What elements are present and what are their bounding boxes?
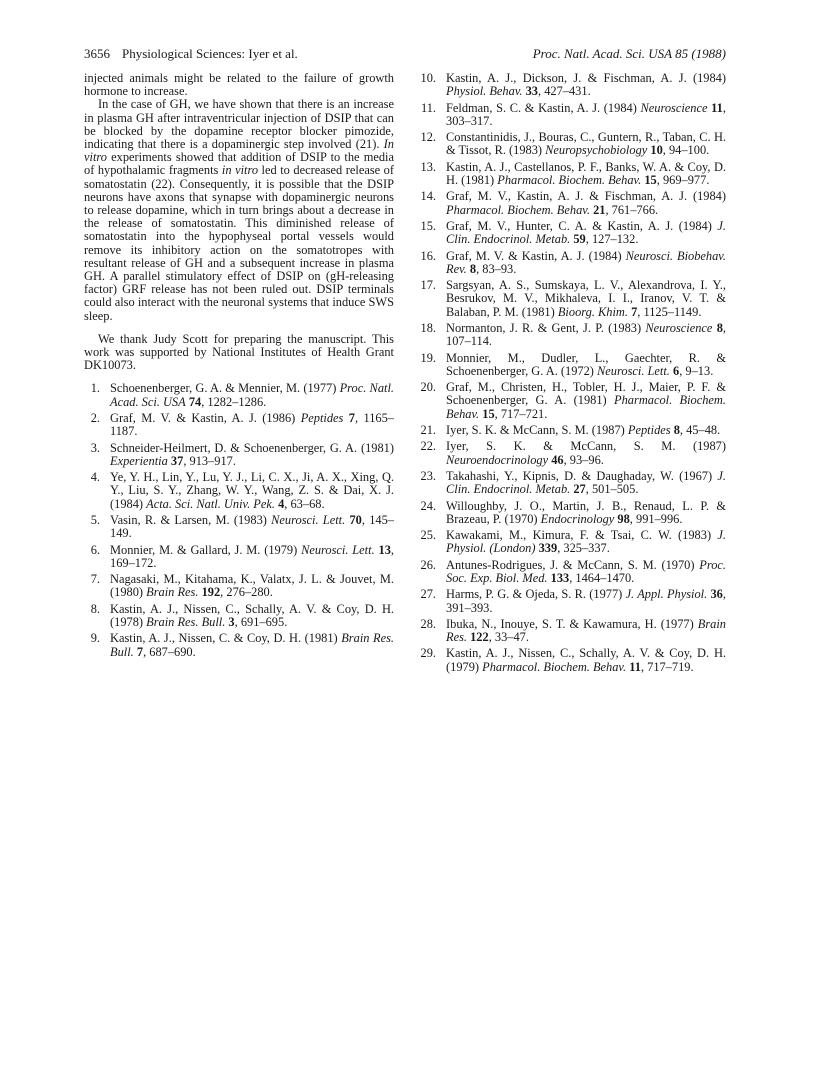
reference-pages: , 145–149. xyxy=(110,513,394,541)
reference-volume: 15 xyxy=(482,406,495,421)
reference-journal: Pharmacol. Biochem. Behav. xyxy=(482,659,627,674)
reference-journal: J. Clin. Endocrinol. Metab. xyxy=(446,218,726,247)
reference-item xyxy=(84,471,394,511)
reference-authors: Kastin, A. J., Dickson, J. & Fischman, A. J. (1984) xyxy=(446,71,726,85)
reference-authors: Kastin, A. J., Nissen, C., Schally, A. V. & Coy, D. H. (1979) xyxy=(446,646,726,674)
reference-pages: , 913–917. xyxy=(183,453,236,468)
reference-number: 24. xyxy=(420,498,436,513)
reference-number: 1. xyxy=(90,381,100,396)
reference-pages: , 717–721. xyxy=(494,406,548,421)
reference-volume: 33 xyxy=(525,84,538,99)
reference-journal: Acta. Sci. Natl. Univ. Pek. xyxy=(146,496,275,511)
reference-journal: Proc. Natl. Acad. Sci. USA xyxy=(110,381,394,409)
reference-authors: Graf, M. V. & Kastin, A. J. (1984) xyxy=(446,248,622,263)
reference-volume: 339 xyxy=(538,541,558,556)
reference-item xyxy=(420,220,726,246)
acknowledgment: We thank Judy Scott for preparing the manuscript. This work was supported by National Institutes of Health Grant DK10073. xyxy=(84,331,394,373)
reference-number: 20. xyxy=(420,380,436,395)
reference-journal: Pharmacol. Biochem. Behav. xyxy=(446,393,726,421)
reference-journal: Brain Res. Bull. xyxy=(146,615,226,630)
reference-authors: Kastin, A. J., Nissen, C. & Coy, D. H. (1981) xyxy=(110,631,338,646)
reference-authors: Monnier, M. & Gallard, J. M. (1979) xyxy=(110,542,298,557)
reference-authors: Harms, P. G. & Ojeda, S. R. (1977) xyxy=(446,587,623,602)
reference-number: 26. xyxy=(420,557,436,572)
reference-pages: , 1464–1470. xyxy=(569,570,635,585)
reference-pages: , 969–977. xyxy=(656,172,710,187)
reference-number: 8. xyxy=(90,601,100,616)
reference-number: 3. xyxy=(90,440,100,455)
reference-authors: Vasin, R. & Larsen, M. (1983) xyxy=(110,513,267,528)
reference-item xyxy=(84,382,394,408)
paragraph-text: experiments showed that addition of DSIP to the media of hypothalamic fragments xyxy=(84,150,394,178)
reference-volume: 8 xyxy=(673,422,680,437)
reference-number: 22. xyxy=(420,439,436,454)
reference-authors: Schoenenberger, G. A. & Mennier, M. (1977) xyxy=(110,381,337,396)
reference-journal: J. Physiol. (London) xyxy=(446,528,726,556)
reference-pages: , 83–93. xyxy=(476,261,517,276)
reference-number: 17. xyxy=(420,278,436,293)
reference-item xyxy=(420,588,726,614)
reference-pages: , 691–695. xyxy=(234,615,288,630)
reference-volume: 192 xyxy=(201,585,221,600)
page-number: 3656 xyxy=(84,46,110,61)
reference-volume: 7 xyxy=(136,644,144,659)
reference-authors: Monnier, M., Dudler, L., Gaechter, R. & Schoenenberger, G. A. (1972) xyxy=(446,350,726,378)
reference-pages: , 169–172. xyxy=(110,542,394,570)
reference-item xyxy=(420,424,726,437)
reference-item xyxy=(84,573,394,599)
reference-journal: Neuropsychobiology xyxy=(545,143,648,158)
reference-journal: Bioorg. Khim. xyxy=(557,304,628,319)
reference-pages: , 1282–1286. xyxy=(201,394,267,409)
reference-authors: Graf, M. V. & Kastin, A. J. (1986) xyxy=(110,411,296,426)
reference-number: 14. xyxy=(420,189,436,204)
paragraph-text: In the case of GH, we have shown that there is an increase in plasma GH after intraventricular injection of DSIP that can be blocked by the dopamine receptor blocker pimozide, indicating that there is a dopaminergic step involved (21). xyxy=(84,97,394,152)
reference-pages: , 63–68. xyxy=(284,496,325,511)
reference-authors: Normanton, J. R. & Gent, J. P. (1983) xyxy=(446,320,642,335)
reference-journal: Endocrinology xyxy=(540,511,615,526)
reference-number: 9. xyxy=(90,631,100,646)
reference-volume: 133 xyxy=(550,570,570,585)
reference-journal: Proc. Soc. Exp. Biol. Med. xyxy=(446,557,726,585)
reference-authors: Graf, M., Christen, H., Tobler, H. J., Maier, P. F. & Schoenenberger, G. A. (1981) xyxy=(446,380,726,408)
reference-journal: Peptides xyxy=(627,422,671,437)
reference-authors: Nagasaki, M., Kitahama, K., Valatx, J. L. & Jouvet, M. (1980) xyxy=(110,572,394,600)
reference-volume: 15 xyxy=(644,172,657,187)
reference-journal: Neuroscience xyxy=(645,320,713,335)
paragraph-text: led to decreased release of somatostatin (22). Consequently, it is possible that the DSIP neurons have axons that synapse with dopaminergic neurons to release dopamine, which in turn brings about a decrease in the release of somatostatin. This diminished release of somatostatin into the hypophyseal portal vessels would remove its inhibitory action on the somatotropes with resultant release of GH and a subsequent increase in plasma GH. A parallel stimulatory effect of DSIP on (gH-releasing factor) GRF release has not been ruled out. DSIP terminals could also interact with the neuronal systems that induce SWS sleep. xyxy=(84,163,395,323)
reference-authors: Ye, Y. H., Lin, Y., Lu, Y. J., Li, C. X., Ji, A. X., Xing, Q. Y., Liu, S. Y., Zhang, W. Y., Wang, Z. S. & Dai, X. J. (1984) xyxy=(110,470,394,511)
reference-number: 2. xyxy=(90,411,100,426)
reference-pages: , 45–48. xyxy=(679,422,721,437)
right-column xyxy=(420,72,726,677)
reference-pages: , 33–47. xyxy=(488,630,529,645)
reference-journal: Neuroscience xyxy=(640,100,708,115)
reference-pages: , 9–13. xyxy=(679,363,714,378)
reference-item xyxy=(420,470,726,496)
reference-authors: Willoughby, J. O., Martin, J. B., Renaud, L. P. & Brazeau, P. (1970) xyxy=(446,498,726,526)
reference-number: 4. xyxy=(90,470,100,485)
reference-volume: 11 xyxy=(711,100,723,115)
reference-item xyxy=(84,442,394,468)
reference-pages: , 717–719. xyxy=(640,659,694,674)
reference-volume: 3 xyxy=(228,615,235,630)
reference-pages: , 303–317. xyxy=(446,100,726,128)
left-column xyxy=(84,72,394,662)
reference-item xyxy=(420,322,726,348)
reference-item xyxy=(420,618,726,644)
reference-authors: Iyer, S. K. & McCann, S. M. (1987) xyxy=(446,422,625,437)
running-header xyxy=(84,46,726,62)
reference-journal: Brain Res. Bull. xyxy=(110,631,394,659)
reference-pages: , 1165–1187. xyxy=(110,411,394,439)
reference-number: 21. xyxy=(420,422,436,437)
reference-authors: Feldman, S. C. & Kastin, A. J. (1984) xyxy=(446,100,637,115)
body-paragraph-continued: injected animals might be related to the failure of growth hormone to increase. xyxy=(84,71,394,99)
reference-pages: , 1125–1149. xyxy=(637,304,702,319)
reference-item xyxy=(84,544,394,570)
reference-number: 13. xyxy=(420,159,436,174)
body-paragraph-gh xyxy=(84,98,394,322)
reference-item xyxy=(420,381,726,421)
reference-pages: , 501–505. xyxy=(585,482,639,497)
reference-number: 16. xyxy=(420,248,436,263)
in-vitro-term: In vitro xyxy=(84,137,394,165)
reference-pages: , 94–100. xyxy=(662,143,710,158)
reference-journal: Neuroendocrinology xyxy=(446,452,549,467)
section-authors: Physiological Sciences: Iyer et al. xyxy=(122,46,298,61)
reference-authors: Graf, M. V., Kastin, A. J. & Fischman, A. J. (1984) xyxy=(446,189,726,204)
reference-number: 18. xyxy=(420,320,436,335)
reference-item xyxy=(84,603,394,629)
reference-volume: 70 xyxy=(349,513,362,528)
reference-pages: , 107–114. xyxy=(446,320,726,349)
reference-volume: 46 xyxy=(551,452,564,467)
reference-number: 15. xyxy=(420,218,436,233)
reference-authors: Constantinidis, J., Bouras, C., Guntern, R., Taban, C. H. & Tissot, R. (1983) xyxy=(446,130,726,158)
reference-item xyxy=(420,529,726,555)
reference-volume: 11 xyxy=(629,659,641,674)
reference-volume: 122 xyxy=(470,630,489,645)
reference-item xyxy=(420,559,726,585)
reference-volume: 4 xyxy=(278,496,285,511)
reference-number: 23. xyxy=(420,468,436,483)
reference-authors: Antunes-Rodrigues, J. & McCann, S. M. (1970) xyxy=(446,557,695,572)
reference-number: 10. xyxy=(420,71,436,85)
reference-journal: Pharmacol. Biochem. Behav. xyxy=(446,202,590,217)
reference-pages: , 761–766. xyxy=(605,202,659,217)
reference-journal: Neurosci. Biobehav. Rev. xyxy=(446,248,726,276)
journal-citation: Proc. Natl. Acad. Sci. USA 85 (1988) xyxy=(532,46,726,61)
reference-volume: 59 xyxy=(573,232,586,247)
reference-item xyxy=(420,250,726,276)
reference-volume: 7 xyxy=(631,304,638,319)
reference-volume: 21 xyxy=(593,202,606,217)
reference-journal: Brain Res. xyxy=(146,585,199,600)
reference-volume: 13 xyxy=(378,542,391,557)
reference-item xyxy=(84,412,394,438)
reference-journal: Neurosci. Lett. xyxy=(271,513,346,528)
reference-item xyxy=(420,190,726,216)
reference-item xyxy=(84,514,394,540)
reference-journal: Peptides xyxy=(300,411,344,426)
reference-number: 12. xyxy=(420,130,436,145)
reference-pages: , 93–96. xyxy=(563,452,604,467)
reference-number: 11. xyxy=(420,100,436,115)
reference-journal: J. Clin. Endocrinol. Metab. xyxy=(446,468,726,497)
in-vitro-term: in vitro xyxy=(221,163,259,178)
reference-authors: Kastin, A. J., Castellanos, P. F., Banks, W. A. & Coy, D. H. (1981) xyxy=(446,159,726,187)
reference-authors: Iyer, S. K. & McCann, S. M. (1987) xyxy=(446,439,726,454)
reference-number: 28. xyxy=(420,616,436,631)
reference-item xyxy=(420,161,726,187)
reference-authors: Sargsyan, A. S., Sumskaya, L. V., Alexandrova, I. Y., Besrukov, M. V., Mikhaleva, I. I., Iranov, V. T. & Balaban, P. M. (1981) xyxy=(446,278,726,319)
reference-volume: 8 xyxy=(469,261,477,276)
reference-journal: Neurosci. Lett. xyxy=(301,542,375,557)
reference-volume: 98 xyxy=(617,511,630,526)
reference-number: 25. xyxy=(420,528,436,543)
reference-pages: , 391–393. xyxy=(446,587,726,615)
reference-number: 19. xyxy=(420,350,436,365)
reference-item xyxy=(420,279,726,319)
header-left xyxy=(84,46,298,62)
reference-authors: Ibuka, N., Inouye, S. T. & Kawamura, H. (1977) xyxy=(446,616,694,631)
reference-authors: Kawakami, M., Kimura, F. & Tsai, C. W. (1983) xyxy=(446,528,712,543)
reference-volume: 27 xyxy=(573,482,586,497)
reference-number: 7. xyxy=(90,572,100,587)
reference-number: 6. xyxy=(90,542,100,557)
reference-journal: Neurosci. Lett. xyxy=(597,363,670,378)
reference-list-right xyxy=(420,72,726,674)
reference-item xyxy=(420,102,726,128)
reference-pages: , 427–431. xyxy=(538,84,591,99)
reference-number: 29. xyxy=(420,646,436,661)
reference-journal: Brain Res. xyxy=(446,616,726,645)
reference-item xyxy=(420,647,726,673)
reference-item xyxy=(420,131,726,157)
reference-journal: Pharmacol. Biochem. Behav. xyxy=(497,172,642,187)
reference-pages: , 127–132. xyxy=(585,232,639,247)
reference-authors: Takahashi, Y., Kipnis, D. & Daughaday, W. (1967) xyxy=(446,468,713,483)
reference-volume: 10 xyxy=(650,143,663,158)
reference-pages: , 991–996. xyxy=(629,511,683,526)
reference-authors: Kastin, A. J., Nissen, C., Schally, A. V. & Coy, D. H. (1978) xyxy=(110,601,394,630)
reference-item xyxy=(420,72,726,98)
reference-journal: Physiol. Behav. xyxy=(446,84,523,99)
reference-journal: J. Appl. Physiol. xyxy=(625,587,708,602)
reference-item xyxy=(84,632,394,658)
reference-volume: 37 xyxy=(170,453,184,468)
reference-item xyxy=(420,352,726,378)
reference-volume: 8 xyxy=(716,320,723,335)
reference-pages: , 687–690. xyxy=(143,644,196,659)
reference-list-left xyxy=(84,382,394,658)
reference-volume: 7 xyxy=(348,411,355,426)
reference-item xyxy=(420,500,726,526)
reference-pages: , 276–280. xyxy=(220,585,273,600)
reference-number: 5. xyxy=(90,513,100,528)
reference-volume: 36 xyxy=(710,587,723,602)
reference-number: 27. xyxy=(420,587,436,602)
reference-volume: 74 xyxy=(188,394,202,409)
reference-authors: Graf, M. V., Hunter, C. A. & Kastin, A. J. (1984) xyxy=(446,218,712,233)
reference-authors: Schneider-Heilmert, D. & Schoenenberger, G. A. (1981) xyxy=(110,440,394,455)
reference-pages: , 325–337. xyxy=(557,541,610,556)
reference-volume: 6 xyxy=(673,363,680,378)
reference-item xyxy=(420,440,726,466)
reference-journal: Experientia xyxy=(110,453,168,468)
